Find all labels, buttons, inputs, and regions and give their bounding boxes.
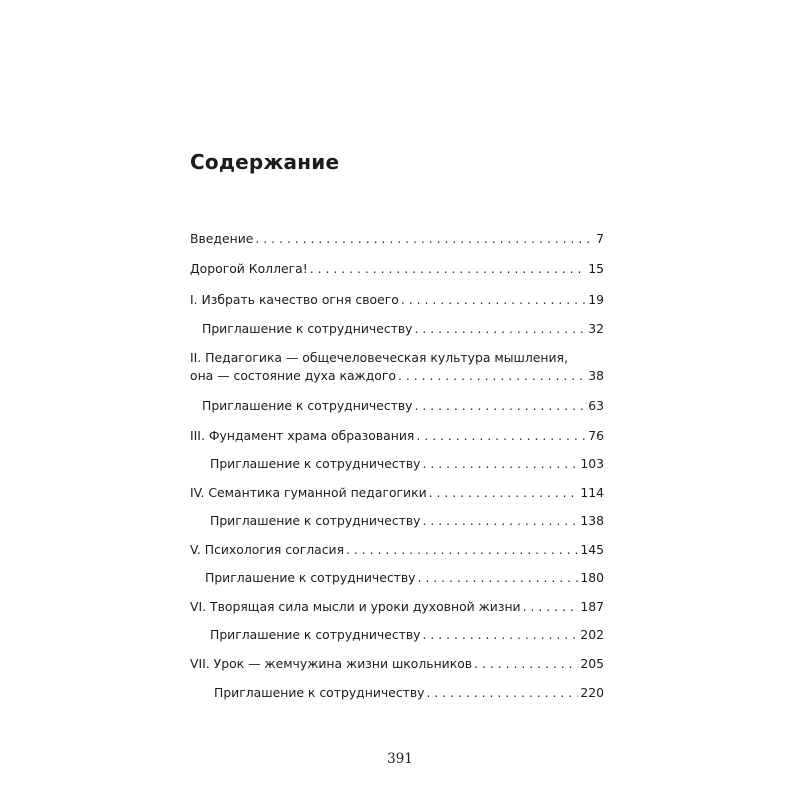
- dot-leader: [429, 484, 579, 502]
- toc-entry-page: 187: [580, 599, 604, 614]
- dot-leader: [416, 427, 586, 445]
- toc-entry-sub: [210, 455, 604, 473]
- toc-entry: [190, 598, 604, 616]
- toc-entry: [190, 541, 604, 559]
- toc-entry-page: 202: [580, 627, 604, 642]
- toc-entry-page: 38: [588, 368, 604, 383]
- toc-entry-page: 15: [588, 261, 604, 276]
- toc-entry-page: 114: [580, 485, 604, 500]
- toc-entry-title-continued: она — состояние духа каждого: [190, 368, 396, 383]
- toc-entry-page: 32: [588, 321, 604, 336]
- toc-entry-title: Приглашение к сотрудничеству: [210, 513, 421, 528]
- toc-entry: [190, 655, 604, 673]
- toc-entry-title: VI. Творящая сила мысли и уроки духовной жизни: [190, 599, 521, 614]
- toc-entry-title: VII. Урок — жемчужина жизни школьников: [190, 656, 473, 671]
- toc-entry-title: Приглашение к сотрудничеству: [214, 685, 425, 700]
- toc-entry: [190, 260, 604, 278]
- page-title: Содержание: [190, 150, 340, 174]
- toc-entry-sub: [202, 397, 604, 415]
- toc-entry: [190, 230, 604, 248]
- toc-entry-title: V. Психология согласия: [190, 542, 345, 557]
- page-number: 391: [387, 751, 413, 767]
- toc-entry-title: Приглашение к сотрудничеству: [205, 570, 416, 585]
- dot-leader: [418, 569, 579, 587]
- toc-entry-title: Введение: [190, 231, 254, 246]
- toc-entry-page: 19: [588, 292, 604, 307]
- dot-leader: [398, 367, 586, 385]
- toc-entry-page: 220: [580, 685, 604, 700]
- dot-leader: [474, 655, 578, 673]
- dot-leader: [423, 512, 579, 530]
- toc-entry-title: IV. Семантика гуманной педагогики: [190, 485, 427, 500]
- toc-entry-title: Приглашение к сотрудничеству: [210, 456, 421, 471]
- toc-entry-page: 180: [580, 570, 604, 585]
- toc-entry-page: 103: [580, 456, 604, 471]
- toc-entry-title: Приглашение к сотрудничеству: [202, 321, 413, 336]
- toc-entry-title: III. Фундамент храма образования: [190, 428, 415, 443]
- toc-entry-page: 145: [580, 542, 604, 557]
- dot-leader: [415, 320, 587, 338]
- toc-entry-sub: [210, 626, 604, 644]
- dot-leader: [423, 455, 579, 473]
- toc-entry-sub: [210, 512, 604, 530]
- toc-entry-sub: [205, 569, 604, 587]
- toc-entry-page: 7: [596, 231, 604, 246]
- dot-leader: [523, 598, 579, 616]
- dot-leader: [401, 291, 586, 309]
- toc-entry-title: Приглашение к сотрудничеству: [210, 627, 421, 642]
- toc-entry-title: Приглашение к сотрудничеству: [202, 398, 413, 413]
- toc-entry-page: 76: [588, 428, 604, 443]
- toc-entry: [190, 291, 604, 309]
- toc-entry-page: 63: [588, 398, 604, 413]
- toc-entry-sub: [214, 684, 604, 702]
- dot-leader: [415, 397, 587, 415]
- toc-entry-title: II. Педагогика — общечеловеческая культура мышления,: [190, 350, 568, 365]
- toc-entry-sub: [202, 320, 604, 338]
- dot-leader: [427, 684, 579, 702]
- toc-entry-page: 205: [580, 656, 604, 671]
- toc-entry: [190, 427, 604, 445]
- dot-leader: [310, 260, 587, 278]
- dot-leader: [423, 626, 579, 644]
- dot-leader: [346, 541, 578, 559]
- dot-leader: [255, 230, 594, 248]
- toc-entry-title: Дорогой Коллега!: [190, 261, 308, 276]
- toc-entry-page: 138: [580, 513, 604, 528]
- toc-entry: [190, 484, 604, 502]
- toc-entry: [190, 349, 604, 385]
- toc-entry-title: I. Избрать качество огня своего: [190, 292, 399, 307]
